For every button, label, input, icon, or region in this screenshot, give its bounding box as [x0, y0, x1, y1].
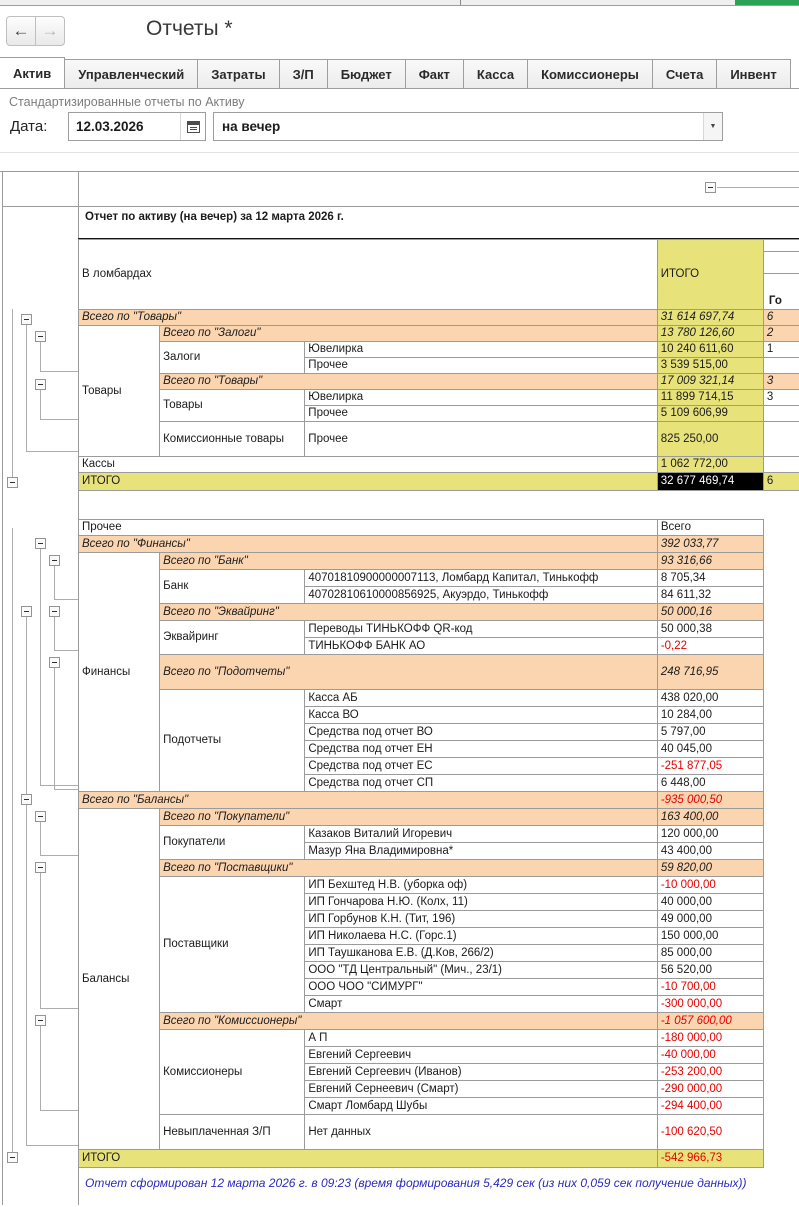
- cell[interactable]: 59 820,00: [657, 860, 763, 877]
- tree-connector: [40, 1008, 78, 1009]
- cell[interactable]: Всего по "Товары": [79, 310, 658, 326]
- tree-connector: [54, 789, 78, 790]
- cell[interactable]: Смарт: [305, 996, 658, 1013]
- top-strip-green-tab: [735, 0, 799, 5]
- cell[interactable]: ИП Горбунов К.Н. (Тит, 196): [305, 911, 658, 928]
- table-row: [79, 1030, 764, 1047]
- table-row: [79, 655, 764, 690]
- cell[interactable]: Всего по "Подотчеты": [160, 655, 658, 690]
- table-row: [79, 473, 799, 491]
- tab-З/П[interactable]: З/П: [279, 59, 328, 88]
- table-row: [79, 1013, 764, 1030]
- cell[interactable]: Всего по "Балансы": [79, 792, 658, 809]
- cell[interactable]: 8 705,34: [657, 570, 763, 587]
- cell[interactable]: ИП Николаева Н.С. (Горс.1): [305, 928, 658, 945]
- cell[interactable]: 17 009 321,14: [657, 374, 763, 390]
- cell[interactable]: 5 109 606,99: [657, 406, 763, 422]
- cell[interactable]: Средства под отчет СП: [305, 775, 658, 792]
- cell[interactable]: Банк: [160, 570, 305, 604]
- top-strip-divider: [460, 0, 461, 5]
- calendar-icon: [187, 121, 200, 133]
- collapse-box[interactable]: [49, 657, 60, 668]
- cell[interactable]: -935 000,50: [657, 792, 763, 809]
- tree-connector: [40, 390, 41, 419]
- period-dropdown[interactable]: [213, 112, 723, 141]
- dropdown-arrow-button[interactable]: [703, 113, 722, 140]
- other-assets-table: [78, 519, 764, 1168]
- cell[interactable]: 40702810610000856925, Акуэрдо, Тинькофф: [305, 587, 658, 604]
- total-column-header[interactable]: ИТОГО: [657, 240, 763, 310]
- table-row: [79, 1150, 764, 1168]
- cell[interactable]: 40701810900000007113, Ломбард Капитал, Тинькофф: [305, 570, 658, 587]
- cell[interactable]: -290 000,00: [657, 1081, 763, 1098]
- tab-bar: [0, 57, 799, 89]
- collapse-box[interactable]: [21, 606, 32, 617]
- cell[interactable]: 31 614 697,74: [657, 310, 763, 326]
- tree-connector: [40, 419, 78, 420]
- collapse-box[interactable]: [49, 555, 60, 566]
- cell[interactable]: 1 062 772,00: [657, 457, 763, 473]
- cell[interactable]: Касса ВО: [305, 707, 658, 724]
- tree-connector: [40, 1026, 41, 1110]
- cell[interactable]: 2: [763, 326, 799, 342]
- tree-connector: [26, 617, 27, 794]
- tab-Управленческий[interactable]: Управленческий: [64, 59, 198, 88]
- cell[interactable]: ИТОГО: [79, 473, 658, 491]
- tree-connector: [12, 528, 13, 1152]
- column-collapse-box[interactable]: [705, 182, 716, 193]
- cell[interactable]: 50 000,16: [657, 604, 763, 621]
- tree-connector: [40, 549, 41, 785]
- tree-connector: [26, 325, 27, 451]
- collapse-box[interactable]: [7, 1152, 18, 1163]
- table-row: [79, 877, 764, 894]
- tree-connector: [717, 187, 799, 188]
- cell[interactable]: Всего по "Эквайринг": [160, 604, 658, 621]
- tree-connector: [26, 1145, 78, 1146]
- page-title: Отчеты *: [146, 17, 233, 40]
- tab-Счета[interactable]: Счета: [652, 59, 717, 88]
- table-row: [79, 326, 799, 342]
- cell[interactable]: -10 000,00: [657, 877, 763, 894]
- nested-header-line: [764, 251, 799, 252]
- cell[interactable]: -1 057 600,00: [657, 1013, 763, 1030]
- collapse-box[interactable]: [35, 862, 46, 873]
- table-row: [79, 860, 764, 877]
- cell[interactable]: Залоги: [160, 342, 305, 374]
- cell[interactable]: Смарт Ломбард Шубы: [305, 1098, 658, 1115]
- table-row: [79, 1115, 764, 1150]
- cell[interactable]: Переводы ТИНЬКОФФ QR-код: [305, 621, 658, 638]
- cell[interactable]: Финансы: [79, 553, 160, 792]
- forward-button[interactable]: [35, 16, 65, 46]
- cell[interactable]: 6: [763, 473, 799, 491]
- cell[interactable]: 248 716,95: [657, 655, 763, 690]
- tab-Актив[interactable]: Актив: [0, 57, 65, 89]
- table-row: [79, 390, 799, 406]
- tree-connector: [40, 342, 41, 371]
- tree-connector: [26, 451, 78, 452]
- cell[interactable]: 5 797,00: [657, 724, 763, 741]
- table-row: [79, 457, 799, 473]
- cell[interactable]: [763, 422, 799, 457]
- total-column-header[interactable]: Всего: [657, 520, 763, 536]
- tab-Касса[interactable]: Касса: [463, 59, 528, 88]
- cell[interactable]: А П: [305, 1030, 658, 1047]
- cut-column-label: Го: [768, 294, 782, 307]
- table-row: [79, 621, 764, 638]
- cell[interactable]: [763, 406, 799, 422]
- history-nav: [6, 16, 65, 46]
- forward-arrow-icon: →: [41, 21, 59, 40]
- cell[interactable]: Средства под отчет ЕС: [305, 758, 658, 775]
- cell[interactable]: Товары: [160, 390, 305, 422]
- cell[interactable]: Всего по "Товары": [160, 374, 658, 390]
- cell[interactable]: -542 966,73: [657, 1150, 763, 1168]
- date-value: 12.03.2026: [76, 119, 144, 134]
- collapse-box[interactable]: [35, 379, 46, 390]
- cell[interactable]: 825 250,00: [657, 422, 763, 457]
- cell[interactable]: Прочее: [305, 358, 657, 374]
- tree-connector: [40, 873, 41, 1008]
- cell[interactable]: Комиссионеры: [160, 1030, 305, 1115]
- cell[interactable]: ИП Таушканова Е.В. (Д.Ков, 266/2): [305, 945, 658, 962]
- cell[interactable]: Всего по "Банк": [160, 553, 658, 570]
- tree-connector: [40, 371, 78, 372]
- cell[interactable]: 50 000,38: [657, 621, 763, 638]
- tree-connector: [40, 785, 78, 786]
- cell[interactable]: -10 700,00: [657, 979, 763, 996]
- cell[interactable]: 11 899 714,15: [657, 390, 763, 406]
- table-row: [79, 342, 799, 358]
- table-row: [79, 374, 799, 390]
- table-row: [79, 553, 764, 570]
- cell[interactable]: Прочее: [305, 406, 657, 422]
- tab-Бюджет[interactable]: Бюджет: [327, 59, 406, 88]
- report-footer-note: Отчет сформирован 12 марта 2026 г. в 09:23 (время формирования 5,429 сек (из них 0,059 сек получение данных)): [85, 1176, 747, 1190]
- tab-Затраты[interactable]: Затраты: [197, 59, 279, 88]
- cell[interactable]: Евгений Сернеевич (Смарт): [305, 1081, 658, 1098]
- cell[interactable]: ООО ЧОО "СИМУРГ": [305, 979, 658, 996]
- cell[interactable]: 1: [763, 342, 799, 358]
- back-arrow-icon: ←: [12, 21, 30, 40]
- cell[interactable]: -294 400,00: [657, 1098, 763, 1115]
- table-row: [79, 690, 764, 707]
- report-title: Отчет по активу (на вечер) за 12 марта 2026 г.: [85, 211, 344, 223]
- grid-left-border: [2, 171, 3, 1205]
- table-row: [79, 422, 799, 457]
- tree-connector: [54, 566, 55, 599]
- cell[interactable]: Всего по "Комиссионеры": [160, 1013, 658, 1030]
- cell[interactable]: -251 877,05: [657, 758, 763, 775]
- tree-connector: [54, 617, 55, 650]
- cell[interactable]: Всего по "Финансы": [79, 536, 658, 553]
- cell[interactable]: Средства под отчет ВО: [305, 724, 658, 741]
- cell[interactable]: ИП Гончарова Н.Ю. (Колх, 11): [305, 894, 658, 911]
- cut-column-header[interactable]: [763, 240, 799, 310]
- cell[interactable]: 40 000,00: [657, 894, 763, 911]
- table-row: [79, 536, 764, 553]
- tab-Инвент[interactable]: Инвент: [716, 59, 790, 88]
- cell[interactable]: 85 000,00: [657, 945, 763, 962]
- cell[interactable]: 163 400,00: [657, 809, 763, 826]
- group-header-cell[interactable]: Прочее: [79, 520, 658, 536]
- cell[interactable]: 120 000,00: [657, 826, 763, 843]
- cell[interactable]: Ювелирка: [305, 390, 657, 406]
- tree-connector: [26, 805, 27, 1145]
- date-label: Дата:: [10, 118, 48, 135]
- cell[interactable]: -180 000,00: [657, 1030, 763, 1047]
- table-header-row: [79, 520, 764, 536]
- cell[interactable]: Эквайринг: [160, 621, 305, 655]
- cell[interactable]: Мазур Яна Владимировна*: [305, 843, 658, 860]
- tree-connector: [54, 650, 78, 651]
- cell[interactable]: 84 611,32: [657, 587, 763, 604]
- tree-connector: [40, 1110, 78, 1111]
- table-row: [79, 809, 764, 826]
- report-subtitle: Стандартизированные отчеты по Активу: [9, 95, 245, 109]
- table-row: [79, 604, 764, 621]
- table-row: [79, 570, 764, 587]
- cell[interactable]: -40 000,00: [657, 1047, 763, 1064]
- collapse-box[interactable]: [21, 314, 32, 325]
- cell[interactable]: ИТОГО: [79, 1150, 658, 1168]
- cell[interactable]: Товары: [79, 326, 160, 457]
- period-value: на вечер: [222, 119, 281, 134]
- cell[interactable]: Поставщики: [160, 877, 305, 1013]
- chevron-down-icon: ▼: [709, 123, 717, 130]
- cell[interactable]: 10 284,00: [657, 707, 763, 724]
- cell[interactable]: [763, 358, 799, 374]
- cell[interactable]: 13 780 126,60: [657, 326, 763, 342]
- cell[interactable]: -0,22: [657, 638, 763, 655]
- cell[interactable]: Кассы: [79, 457, 658, 473]
- collapse-box[interactable]: [21, 794, 32, 805]
- cell[interactable]: 43 400,00: [657, 843, 763, 860]
- cell[interactable]: ИП Бехштед Н.В. (уборка оф): [305, 877, 658, 894]
- cell[interactable]: ООО "ТД Центральный" (Мич., 23/1): [305, 962, 658, 979]
- cell[interactable]: 93 316,66: [657, 553, 763, 570]
- table-row: [79, 310, 799, 326]
- nested-header-line: [764, 273, 799, 274]
- table-row: [79, 792, 764, 809]
- cell[interactable]: Невыплаченная З/П: [160, 1115, 305, 1150]
- collapse-box[interactable]: [7, 477, 18, 488]
- tab-Комиссионеры[interactable]: Комиссионеры: [527, 59, 653, 88]
- cell[interactable]: 438 020,00: [657, 690, 763, 707]
- cell[interactable]: 56 520,00: [657, 962, 763, 979]
- divider: [0, 152, 799, 153]
- grid-top-border: [0, 171, 799, 172]
- cell[interactable]: Комиссионные товары: [160, 422, 305, 457]
- tree-connector: [40, 822, 41, 855]
- table-header-row: [79, 240, 799, 310]
- cell[interactable]: Всего по "Залоги": [160, 326, 658, 342]
- cell[interactable]: 3 539 515,00: [657, 358, 763, 374]
- grid-header-border: [2, 206, 799, 207]
- cell[interactable]: Нет данных: [305, 1115, 658, 1150]
- collapse-box[interactable]: [35, 331, 46, 342]
- cell[interactable]: Касса АБ: [305, 690, 658, 707]
- cell[interactable]: ТИНЬКОФФ БАНК АО: [305, 638, 658, 655]
- collapse-box[interactable]: [35, 538, 46, 549]
- tree-connector: [12, 309, 13, 477]
- cell[interactable]: Евгений Сергеевич: [305, 1047, 658, 1064]
- cell[interactable]: Средства под отчет ЕН: [305, 741, 658, 758]
- cell[interactable]: Всего по "Покупатели": [160, 809, 658, 826]
- cell[interactable]: -100 620,50: [657, 1115, 763, 1150]
- cell[interactable]: Всего по "Поставщики": [160, 860, 658, 877]
- tree-connector: [40, 855, 78, 856]
- cell[interactable]: 3: [763, 390, 799, 406]
- cell[interactable]: Балансы: [79, 809, 160, 1150]
- cell[interactable]: 49 000,00: [657, 911, 763, 928]
- cell[interactable]: Евгений Сергеевич (Иванов): [305, 1064, 658, 1081]
- lombard-table: [78, 239, 799, 491]
- cell[interactable]: 32 677 469,74: [657, 473, 763, 491]
- collapse-box[interactable]: [35, 1015, 46, 1026]
- cell[interactable]: 40 045,00: [657, 741, 763, 758]
- cell[interactable]: 6: [763, 310, 799, 326]
- cell[interactable]: Казаков Виталий Игоревич: [305, 826, 658, 843]
- cell[interactable]: -300 000,00: [657, 996, 763, 1013]
- cell[interactable]: Покупатели: [160, 826, 305, 860]
- cell[interactable]: 6 448,00: [657, 775, 763, 792]
- date-input[interactable]: [68, 112, 206, 141]
- tab-Факт[interactable]: Факт: [405, 59, 464, 88]
- back-button[interactable]: [6, 16, 36, 46]
- cell[interactable]: 150 000,00: [657, 928, 763, 945]
- cell[interactable]: Подотчеты: [160, 690, 305, 792]
- calendar-button[interactable]: [180, 113, 205, 140]
- cell[interactable]: 3: [763, 374, 799, 390]
- cell[interactable]: Ювелирка: [305, 342, 657, 358]
- cell[interactable]: -253 200,00: [657, 1064, 763, 1081]
- collapse-box[interactable]: [49, 606, 60, 617]
- tree-connector: [54, 668, 55, 789]
- collapse-box[interactable]: [35, 811, 46, 822]
- tree-connector: [54, 599, 78, 600]
- cell[interactable]: 10 240 611,60: [657, 342, 763, 358]
- group-header-cell[interactable]: В ломбардах: [79, 240, 658, 310]
- cell[interactable]: 392 033,77: [657, 536, 763, 553]
- cell[interactable]: [763, 457, 799, 473]
- window-top-strip: [0, 0, 799, 6]
- cell[interactable]: Прочее: [305, 422, 657, 457]
- table-row: [79, 826, 764, 843]
